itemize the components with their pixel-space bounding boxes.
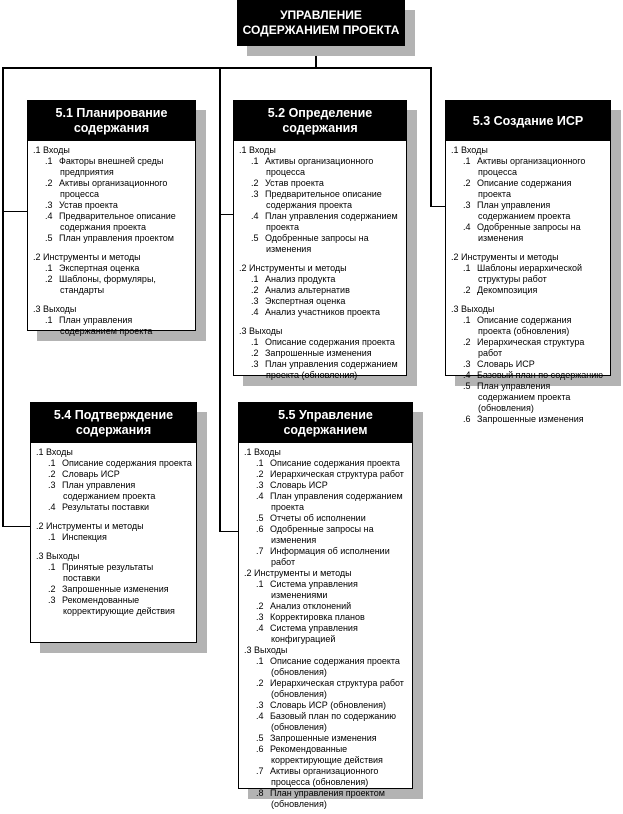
item-number: .3 <box>256 612 264 622</box>
item-number: .3 <box>463 359 471 369</box>
section-label: .1 Входы <box>33 145 70 155</box>
list-item <box>451 315 606 337</box>
list-item <box>239 307 402 318</box>
item-text: План управления содержанием проекта (обновления) <box>265 359 398 380</box>
item-number: .1 <box>48 458 56 468</box>
process-box-title-line: содержания <box>75 423 152 437</box>
item-text: Иерархическая структура работ <box>270 469 404 479</box>
item-text: Описание содержания проекта <box>477 178 572 199</box>
item-text: План управления содержанием проекта <box>477 200 571 221</box>
item-text: Шаблоны, формуляры, стандарты <box>59 274 156 295</box>
section <box>451 252 606 296</box>
item-number: .2 <box>256 601 264 611</box>
section-label: .3 Выходы <box>244 645 288 655</box>
item-text: Активы организационного процесса (обновления) <box>270 766 379 787</box>
section-label: .2 Инструменты и методы <box>239 263 347 273</box>
item-number: .4 <box>463 222 471 232</box>
item-text: Экспертная оценка <box>265 296 346 306</box>
item-text: Анализ альтернатив <box>265 285 350 295</box>
list-item <box>244 491 408 513</box>
list-item <box>239 233 402 255</box>
process-box-5-3 <box>445 100 611 424</box>
list-item <box>36 480 192 502</box>
item-text: Запрошенные изменения <box>265 348 372 358</box>
item-number: .1 <box>45 315 53 325</box>
list-item <box>244 546 408 568</box>
list-item <box>244 480 408 491</box>
section-label: .3 Выходы <box>451 304 495 314</box>
list-item <box>244 612 408 623</box>
section <box>244 645 408 810</box>
list-item <box>451 359 606 370</box>
item-text: Описание содержания проекта <box>265 337 395 347</box>
process-box-title <box>446 101 610 141</box>
item-number: .3 <box>251 359 259 369</box>
list-item <box>451 222 606 244</box>
section-label: .3 Выходы <box>239 326 283 336</box>
item-number: .6 <box>256 524 264 534</box>
item-number: .3 <box>251 296 259 306</box>
item-text: Отчеты об исполнении <box>270 513 366 523</box>
item-text: Описание содержания проекта (обновления) <box>270 656 400 677</box>
item-number: .7 <box>256 766 264 776</box>
item-text: План управления содержанием проекта <box>265 211 398 232</box>
list-item <box>451 370 606 381</box>
list-item <box>239 285 402 296</box>
item-text: Запрошенные изменения <box>477 414 584 424</box>
item-text: Запрошенные изменения <box>270 733 377 743</box>
item-text: Экспертная оценка <box>59 263 140 273</box>
section <box>244 447 408 568</box>
item-number: .1 <box>463 156 471 166</box>
item-number: .4 <box>251 211 259 221</box>
item-number: .1 <box>251 156 259 166</box>
item-text: Рекомендованные корректирующие действия <box>270 744 383 765</box>
item-number: .4 <box>48 502 56 512</box>
connector-left-trunk <box>2 67 4 527</box>
item-number: .7 <box>256 546 264 556</box>
item-number: .2 <box>251 285 259 295</box>
item-text: План управления содержанием проекта <box>59 315 153 336</box>
list-item <box>244 458 408 469</box>
item-text: Активы организационного процесса <box>265 156 374 177</box>
section <box>33 252 191 296</box>
section-label: .2 Инструменты и методы <box>36 521 144 531</box>
item-text: Иерархическая структура работ <box>477 337 585 358</box>
section <box>36 521 192 543</box>
list-item <box>451 178 606 200</box>
connector-stub-5-4 <box>2 526 31 527</box>
list-item <box>451 263 606 285</box>
process-box-5-5 <box>238 402 413 809</box>
item-number: .4 <box>256 711 264 721</box>
list-item <box>244 469 408 480</box>
section-label: .3 Выходы <box>33 304 77 314</box>
section <box>244 568 408 645</box>
item-number: .1 <box>45 156 53 166</box>
list-item <box>239 189 402 211</box>
item-number: .2 <box>48 469 56 479</box>
item-text: Описание содержания проекта (обновления) <box>477 315 572 336</box>
item-number: .2 <box>463 337 471 347</box>
item-text: Информация об исполнении работ <box>270 546 390 567</box>
item-text: План управления содержанием проекта <box>62 480 156 501</box>
list-item <box>451 337 606 359</box>
item-number: .4 <box>251 307 259 317</box>
item-number: .1 <box>251 337 259 347</box>
item-number: .3 <box>48 595 56 605</box>
section-label: .3 Выходы <box>36 551 80 561</box>
connector-middle-trunk <box>219 67 221 532</box>
connector-stub-5-2 <box>219 214 234 215</box>
list-item <box>451 285 606 296</box>
diagram-title-line-2: СОДЕРЖАНИЕМ ПРОЕКТА <box>242 23 400 37</box>
list-item <box>33 263 191 274</box>
item-number: .5 <box>463 381 471 391</box>
section-label: .1 Входы <box>239 145 276 155</box>
section-label: .1 Входы <box>244 447 281 457</box>
list-item <box>451 156 606 178</box>
item-number: .5 <box>256 733 264 743</box>
item-text: План управления проектом (обновления) <box>270 788 385 809</box>
item-text: Одобренные запросы на изменения <box>265 233 369 254</box>
item-text: Декомпозиция <box>477 285 538 295</box>
list-item <box>36 532 192 543</box>
list-item <box>244 513 408 524</box>
item-text: Описание содержания проекта <box>62 458 192 468</box>
item-number: .2 <box>463 285 471 295</box>
list-item <box>239 296 402 307</box>
item-number: .5 <box>256 513 264 523</box>
process-box-body <box>239 443 412 814</box>
item-number: .4 <box>256 491 264 501</box>
section <box>239 263 402 318</box>
list-item <box>33 211 191 233</box>
list-item <box>244 788 408 810</box>
section <box>451 145 606 244</box>
list-item <box>244 744 408 766</box>
section-label: .1 Входы <box>36 447 73 457</box>
item-number: .2 <box>45 274 53 284</box>
item-number: .2 <box>48 584 56 594</box>
item-number: .2 <box>256 678 264 688</box>
list-item <box>239 348 402 359</box>
item-text: Запрошенные изменения <box>62 584 169 594</box>
process-box-5-2 <box>233 100 407 380</box>
item-number: .1 <box>256 458 264 468</box>
item-number: .3 <box>48 480 56 490</box>
item-number: .4 <box>45 211 53 221</box>
process-box-5-4 <box>30 402 197 643</box>
item-number: .1 <box>463 315 471 325</box>
item-text: План управления содержанием проекта <box>270 491 403 512</box>
process-box-body <box>31 443 196 629</box>
list-item <box>244 678 408 700</box>
item-number: .1 <box>251 274 259 284</box>
item-number: .2 <box>251 178 259 188</box>
item-number: .4 <box>256 623 264 633</box>
process-box-title <box>28 101 195 141</box>
process-box-title-line: 5.5 Управление <box>278 408 373 422</box>
item-number: .2 <box>463 178 471 188</box>
list-item <box>239 359 402 381</box>
item-number: .1 <box>256 579 264 589</box>
item-number: .5 <box>45 233 53 243</box>
list-item <box>244 733 408 744</box>
process-box-title-line: 5.3 Создание ИСР <box>472 113 584 128</box>
section-label: .2 Инструменты и методы <box>33 252 141 262</box>
process-box-title-line: содержания <box>73 121 150 135</box>
list-item <box>451 381 606 414</box>
item-number: .8 <box>256 788 264 798</box>
connector-horizontal-bus <box>2 67 432 69</box>
item-text: Предварительное описание содержания проекта <box>59 211 176 232</box>
process-box-title-line: 5.4 Подтверждение <box>53 408 174 422</box>
item-text: Инспекция <box>62 532 107 542</box>
item-number: .1 <box>48 532 56 542</box>
item-text: Шаблоны иерархической структуры работ <box>477 263 583 284</box>
process-box-title <box>31 403 196 443</box>
list-item <box>244 601 408 612</box>
item-text: Иерархическая структура работ (обновления) <box>270 678 404 699</box>
item-text: Базовый план по содержанию <box>477 370 604 380</box>
list-item <box>451 200 606 222</box>
item-text: Принятые результаты поставки <box>62 562 154 583</box>
list-item <box>451 414 606 425</box>
list-item <box>36 458 192 469</box>
item-text: Словарь ИСР <box>270 480 328 490</box>
process-box-title-line: содержания <box>282 121 358 135</box>
section <box>239 145 402 255</box>
list-item <box>239 211 402 233</box>
item-number: .3 <box>463 200 471 210</box>
list-item <box>239 274 402 285</box>
item-number: .6 <box>463 414 471 424</box>
item-text: Устав проекта <box>59 200 118 210</box>
item-text: План управления проектом <box>59 233 174 243</box>
item-text: Описание содержания проекта <box>270 458 400 468</box>
item-text: Анализ участников проекта <box>265 307 380 317</box>
item-text: Анализ отклонений <box>270 601 352 611</box>
list-item <box>244 711 408 733</box>
process-box-title-line: 5.2 Определение <box>267 106 373 120</box>
item-text: Анализ продукта <box>265 274 336 284</box>
list-item <box>36 595 192 617</box>
list-item <box>244 524 408 546</box>
item-number: .3 <box>256 480 264 490</box>
item-number: .2 <box>256 469 264 479</box>
process-box-body <box>28 141 195 349</box>
list-item <box>33 274 191 296</box>
item-number: .3 <box>256 700 264 710</box>
item-text: Словарь ИСР (обновления) <box>270 700 387 710</box>
list-item <box>33 315 191 337</box>
item-text: Одобренные запросы на изменения <box>270 524 374 545</box>
item-number: .2 <box>251 348 259 358</box>
section-label: .2 Инструменты и методы <box>451 252 559 262</box>
section <box>239 326 402 381</box>
process-box-5-1 <box>27 100 196 336</box>
item-text: Факторы внешней среды предприятия <box>59 156 164 177</box>
list-item <box>36 469 192 480</box>
connector-stub-5-5 <box>219 531 239 532</box>
connector-right-trunk <box>430 67 432 207</box>
connector-stub-5-3 <box>430 206 446 207</box>
section <box>33 145 191 244</box>
item-text: План управления содержанием проекта (обновления) <box>477 381 571 413</box>
item-number: .6 <box>256 744 264 754</box>
section <box>36 447 192 513</box>
item-text: Результаты поставки <box>62 502 150 512</box>
connector-stub-5-1 <box>2 211 28 212</box>
section-label: .1 Входы <box>451 145 488 155</box>
item-number: .1 <box>45 263 53 273</box>
process-box-body <box>234 141 406 393</box>
diagram-title <box>237 0 405 46</box>
section <box>33 304 191 337</box>
list-item <box>33 233 191 244</box>
item-number: .2 <box>45 178 53 188</box>
item-number: .3 <box>251 189 259 199</box>
list-item <box>244 766 408 788</box>
item-text: Базовый план по содержанию (обновления) <box>270 711 397 732</box>
item-text: Устав проекта <box>265 178 324 188</box>
list-item <box>33 178 191 200</box>
list-item <box>36 584 192 595</box>
item-text: Словарь ИСР <box>62 469 120 479</box>
list-item <box>244 700 408 711</box>
item-number: .1 <box>256 656 264 666</box>
process-box-title <box>239 403 412 443</box>
item-text: Одобренные запросы на изменения <box>477 222 581 243</box>
item-number: .1 <box>463 263 471 273</box>
list-item <box>244 656 408 678</box>
item-number: .5 <box>251 233 259 243</box>
item-number: .3 <box>45 200 53 210</box>
process-box-title-line: 5.1 Планирование <box>55 106 168 120</box>
section <box>36 551 192 617</box>
item-text: Система управления изменениями <box>270 579 358 600</box>
process-box-title-line: содержанием <box>283 423 368 437</box>
item-text: Корректировка планов <box>270 612 365 622</box>
list-item <box>244 623 408 645</box>
list-item <box>239 178 402 189</box>
item-number: .4 <box>463 370 471 380</box>
section <box>451 304 606 425</box>
item-number: .1 <box>48 562 56 572</box>
section-label: .2 Инструменты и методы <box>244 568 352 578</box>
item-text: Система управления конфигурацией <box>270 623 358 644</box>
item-text: Предварительное описание содержания проекта <box>265 189 382 210</box>
list-item <box>33 156 191 178</box>
item-text: Активы организационного процесса <box>59 178 168 199</box>
process-box-body <box>446 141 610 437</box>
list-item <box>239 156 402 178</box>
list-item <box>239 337 402 348</box>
item-text: Словарь ИСР <box>477 359 535 369</box>
list-item <box>36 502 192 513</box>
item-text: Рекомендованные корректирующие действия <box>62 595 175 616</box>
list-item <box>33 200 191 211</box>
list-item <box>36 562 192 584</box>
item-text: Активы организационного процесса <box>477 156 586 177</box>
list-item <box>244 579 408 601</box>
diagram-title-line-1: УПРАВЛЕНИЕ <box>280 8 362 22</box>
process-box-title <box>234 101 406 141</box>
